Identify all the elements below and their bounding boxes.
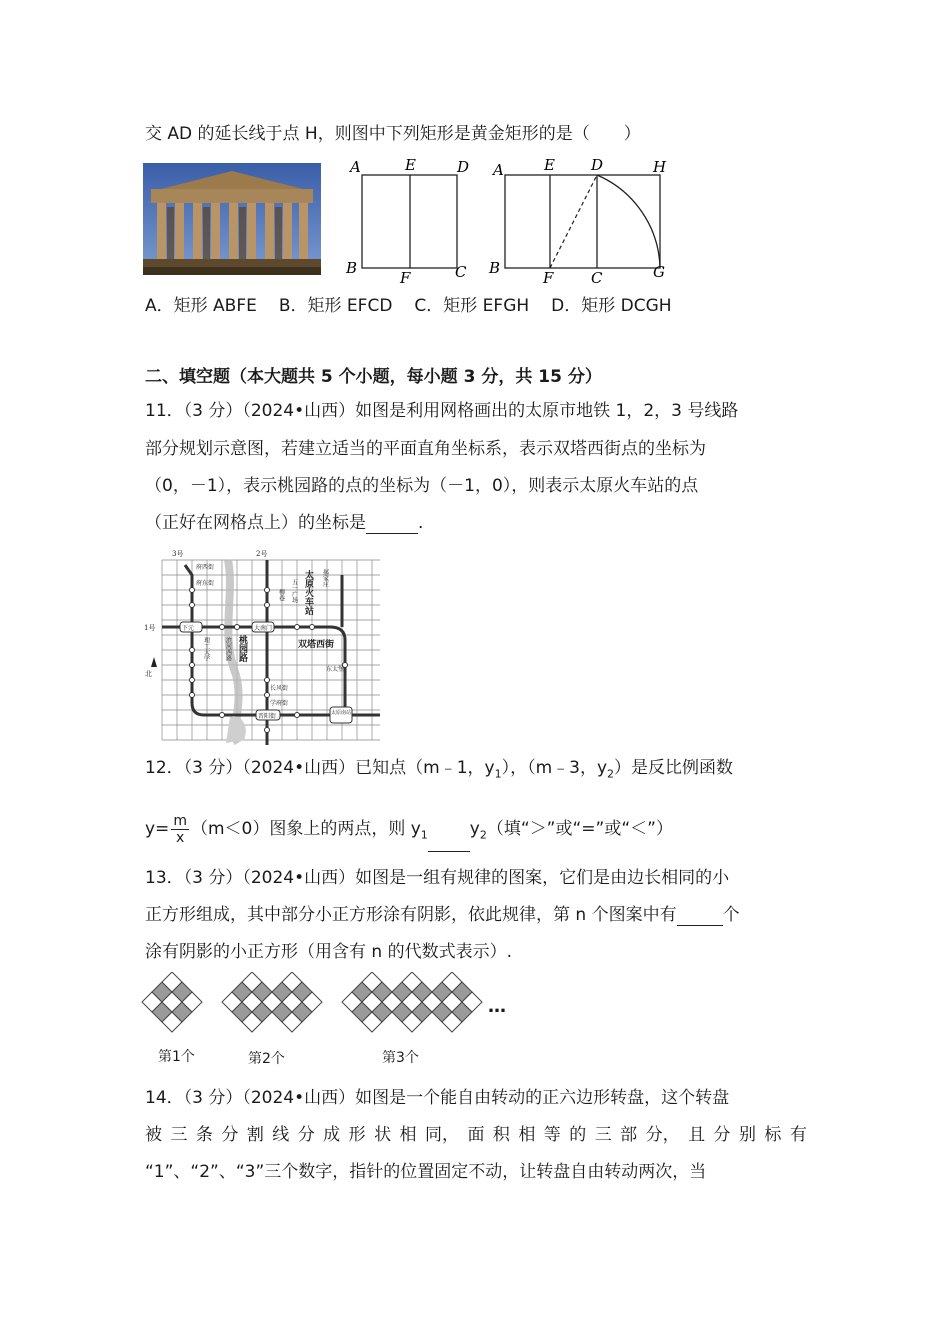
- q13-line3: 涂有阴影的小正方形（用含有 n 的代数式表示）.: [145, 942, 512, 962]
- q14-line2-char: 分: [221, 1125, 239, 1145]
- svg-text:长风街: 长风街: [270, 685, 289, 692]
- q10-text: 交 AD 的延长线于点 H，则图中下列矩形是黄金矩形的是（ ）: [145, 124, 641, 144]
- q14-line2-char: 部: [620, 1125, 638, 1145]
- q14-line2-char: 的: [569, 1125, 587, 1145]
- svg-text:东太堡: 东太堡: [326, 666, 345, 673]
- q11-line1: 11．（3 分）（2024•山西）如图是利用网格画出的太原市地铁 1，2，3 号线路: [145, 401, 739, 421]
- q14-line2-char: 状: [374, 1125, 392, 1145]
- q14-line2-char: 分: [297, 1125, 315, 1145]
- label-b: B: [346, 259, 358, 277]
- svg-text:郝家庄: 郝家庄: [321, 569, 329, 587]
- line1-label: 1号: [144, 624, 156, 632]
- q14-line2-char: 分: [713, 1125, 731, 1145]
- q14-line2-char: 面: [467, 1125, 485, 1145]
- q14-line2-char: 线: [272, 1125, 290, 1145]
- q14-line2-char: 有: [789, 1125, 807, 1145]
- svg-text:晋阳街: 晋阳街: [258, 713, 277, 720]
- q14-line1: 14．（3 分）（2024•山西）如图是一个能自由转动的正六边形转盘，这个转盘: [145, 1088, 730, 1108]
- q14-line2-char: 分，: [645, 1125, 680, 1145]
- metro-map: [140, 545, 385, 745]
- q14-line2-char: 三: [594, 1125, 612, 1145]
- answer-blank: [366, 515, 418, 534]
- svg-text:双塔西街: 双塔西街: [298, 640, 335, 650]
- label-c: C: [455, 263, 467, 281]
- q14-line2-char: 条: [195, 1125, 213, 1145]
- q13-line1: 13．（3 分）（2024•山西）如图是一组有规律的图案，它们是由边长相同的小: [145, 868, 730, 888]
- label-e: E: [405, 156, 416, 174]
- north-label: 北: [145, 670, 152, 678]
- label-c: C: [591, 269, 603, 287]
- svg-text:五一广场: 五一广场: [290, 579, 298, 603]
- svg-text:太原火车站: 太原火车站: [303, 570, 313, 615]
- q14-line2-char: 被: [145, 1125, 162, 1145]
- label-a: A: [493, 161, 504, 179]
- q14-line2-char: 标: [764, 1125, 782, 1145]
- ellipsis: …: [488, 996, 506, 1017]
- svg-text:府东街: 府东街: [196, 580, 215, 587]
- q14-line2-char: 三: [170, 1125, 188, 1145]
- svg-text:下元: 下元: [182, 625, 195, 632]
- caption-2: 第2个: [248, 1051, 285, 1067]
- answer-blank: [428, 833, 470, 852]
- q14-line2-char: 相: [518, 1125, 536, 1145]
- svg-text:府西街: 府西街: [196, 564, 215, 571]
- label-d: D: [591, 156, 604, 174]
- q14-line3: “1”、“2”、“3”三个数字，指针的位置固定不动，让转盘自由转动两次，当: [145, 1162, 707, 1182]
- q14-line2: [145, 1124, 807, 1146]
- q11-line3: （0，－1），表示桃园路的点的坐标为（－1，0），则表示太原火车站的点: [145, 476, 699, 496]
- q14-line2-char: 同，: [424, 1125, 459, 1145]
- q14-line2-char: 别: [738, 1125, 756, 1145]
- q14-line2-char: 且: [688, 1125, 706, 1145]
- label-f: F: [543, 269, 554, 287]
- caption-3: 第3个: [382, 1050, 419, 1066]
- q14-line2-char: 相: [399, 1125, 417, 1145]
- section-heading: 二、填空题（本大题共 5 个小题，每小题 3 分，共 15 分）: [145, 367, 602, 387]
- line3-label: 3号: [172, 550, 184, 558]
- q10-options: [145, 295, 672, 317]
- svg-text:太原南站: 太原南站: [331, 710, 352, 716]
- q14-line2-char: 成: [323, 1125, 341, 1145]
- label-e: E: [544, 156, 555, 174]
- rectangle-figure-abgh: [487, 155, 677, 290]
- caption-1: 第1个: [158, 1049, 195, 1065]
- q11-line2: 部分规划示意图，若建立适当的平面直角坐标系，表示双塔西街点的坐标为: [145, 439, 706, 459]
- label-b: B: [489, 259, 501, 277]
- q14-line2-char: 割: [246, 1125, 264, 1145]
- label-a: A: [350, 158, 361, 176]
- label-g: G: [653, 263, 665, 281]
- label-d: D: [457, 158, 470, 176]
- svg-text:大南门: 大南门: [254, 625, 273, 632]
- line2-label: 2号: [256, 550, 268, 558]
- parthenon-photo: [143, 163, 321, 275]
- svg-text:学府街: 学府街: [270, 700, 289, 707]
- svg-text:滨河西路: 滨河西路: [224, 637, 232, 661]
- rectangle-figure-abcd: [340, 155, 480, 290]
- q11-line4: （正好在网格点上）的坐标是 .: [145, 513, 424, 533]
- svg-text:桃园路: 桃园路: [237, 635, 247, 662]
- q14-line2-char: 积: [492, 1125, 510, 1145]
- q12-line2: y= $\frac{m}{x}$ （m＜0）图象上的两点，则 $y_1$ $y_2$（填“＞”或“=”或“＜”）: [145, 812, 673, 852]
- q12-line1: 12．（3 分）（2024•山西）已知点（m﹣1，$y_1$），（m﹣3，$y_2$）是反比例函数: [145, 758, 734, 781]
- q14-line2-char: 等: [543, 1125, 561, 1145]
- label-f: F: [400, 269, 411, 287]
- svg-text:理工大学: 理工大学: [202, 637, 210, 661]
- option-b: B．矩形 EFCD: [278, 296, 393, 316]
- q14-line2-char: 形: [348, 1125, 366, 1145]
- q13-line2: 正方形组成，其中部分小正方形涂有阴影，依此规律，第 n 个图案中有 个: [145, 905, 740, 925]
- option-a: A．矩形 ABFE: [145, 296, 257, 316]
- answer-blank: [677, 907, 723, 926]
- fraction-m-over-x: $\frac{m}{x}$: [173, 812, 187, 846]
- svg-text:柳巷: 柳巷: [277, 589, 285, 601]
- label-h: H: [653, 158, 667, 176]
- option-c: C．矩形 EFGH: [414, 296, 530, 316]
- option-d: D．矩形 DCGH: [551, 296, 672, 316]
- pattern-figure: [140, 972, 520, 1072]
